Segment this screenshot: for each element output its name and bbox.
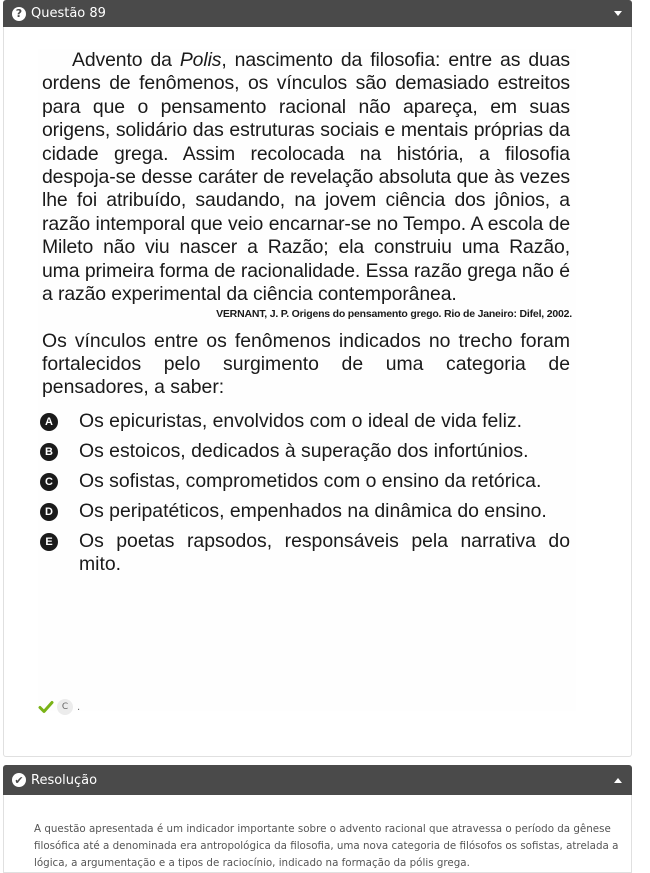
check-icon — [38, 699, 54, 715]
passage-text — [38, 49, 576, 306]
answer-suffix: . — [77, 701, 81, 713]
option-d[interactable] — [40, 500, 570, 523]
resolution-text: A questão apresentada é um indicador importante sobre o advento racional que atravessa o período da gênese filosófica até a denominada era antropológica da filosofia, uma nova categoria de filósofos os sofistas, atrelada a lógica, a argumentação e a tipos de raciocínio, indicado na formação da pólis grega. — [34, 823, 619, 869]
question-title: Questão 89 — [31, 6, 106, 21]
check-circle-icon: ✔ — [12, 773, 26, 787]
chevron-down-icon[interactable] — [614, 11, 622, 16]
option-letter-icon: E — [40, 533, 58, 551]
option-text: Os peripatéticos, empenhados na dinâmica do ensino. — [79, 500, 547, 523]
resolution-title: Resolução — [31, 772, 98, 788]
resolution-panel-header[interactable] — [3, 765, 632, 795]
question-scan — [38, 49, 576, 711]
options-list — [38, 410, 576, 576]
option-text: Os sofistas, comprometidos com o ensino da retórica. — [79, 470, 542, 493]
question-panel-header[interactable] — [3, 0, 632, 27]
option-text: Os poetas rapsodos, responsáveis pela narrativa do mito. — [79, 530, 570, 576]
option-a[interactable] — [40, 410, 570, 433]
question-panel-body — [3, 27, 632, 757]
chevron-up-icon[interactable] — [614, 778, 622, 783]
option-text: Os estoicos, dedicados à superação dos infortúnios. — [79, 440, 529, 463]
option-letter-icon: A — [40, 413, 58, 431]
passage-rest: , nascimento da filosofia: entre as duas ordens de fenômenos, os vínculos são demasiado estreitos para que o pensamento racional não apareça, em suas origens, solidário das estruturas sociais e mentais próprias da cidade grega. Assim recolocada na história, a filosofia despoja-se desse caráter de revelação absoluta que às vezes lhe foi atribuído, saudando, na jovem ciência dos jônios, a razão intemporal que veio encarnar-se no Tempo. A escola de Mileto não viu nascer a Razão; ela construiu uma Razão, uma primeira forma de racionalidade. Essa razão grega não é a razão experimental da ciência contemporânea. — [42, 49, 570, 306]
option-text: Os epicuristas, envolvidos com o ideal de vida feliz. — [79, 410, 522, 433]
resolution-panel-body — [3, 795, 632, 873]
answer-row — [38, 699, 80, 715]
option-e[interactable] — [40, 530, 570, 576]
answer-letter-badge: C — [57, 699, 73, 715]
citation: VERNANT, J. P. Origens do pensamento grego. Rio de Janeiro: Difel, 2002. — [216, 308, 572, 321]
option-c[interactable] — [40, 470, 570, 493]
passage-italic-polis: Polis — [179, 49, 222, 71]
option-letter-icon: D — [40, 503, 58, 521]
question-circle-icon: ? — [12, 7, 26, 21]
option-letter-icon: C — [40, 473, 58, 491]
question-stem: Os vínculos entre os fenômenos indicados no trecho foram fortalecidos pelo surgimento de uma categoria de pensadores, a saber: — [42, 330, 570, 399]
option-b[interactable] — [40, 440, 570, 463]
passage-start: Advento da — [72, 49, 180, 71]
option-letter-icon: B — [40, 443, 58, 461]
